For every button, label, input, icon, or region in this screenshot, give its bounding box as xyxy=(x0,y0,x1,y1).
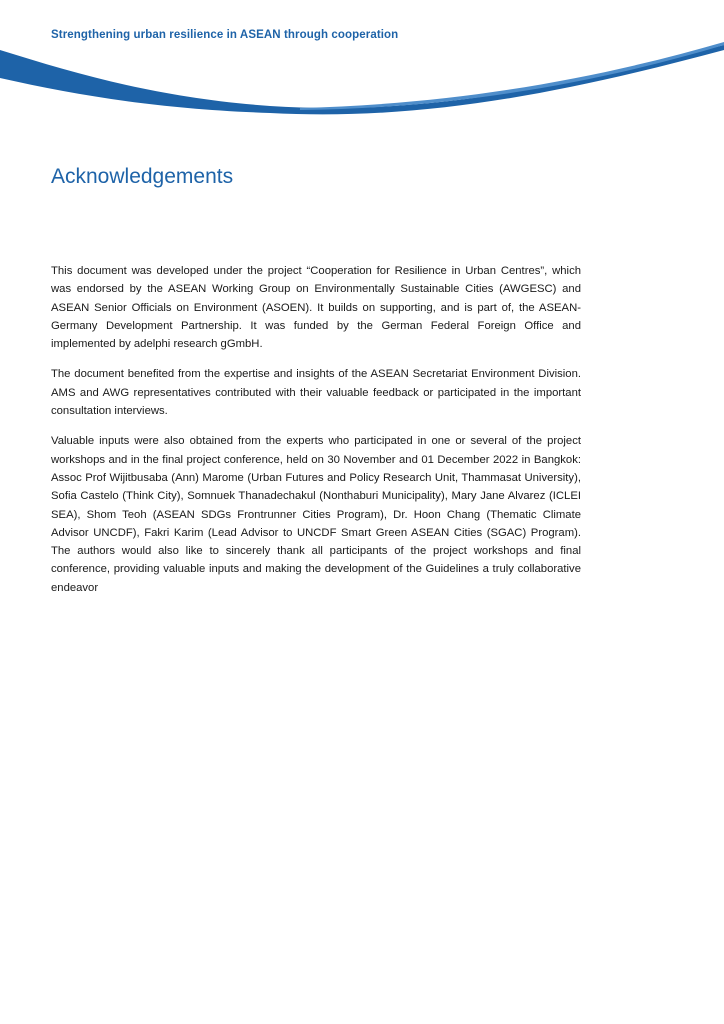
header-swoosh-decoration xyxy=(0,0,724,130)
running-header-title: Strengthening urban resilience in ASEAN through cooperation xyxy=(51,29,399,41)
swoosh-thin-line xyxy=(300,42,724,110)
paragraph-secretariat-contribution: The document benefited from the expertise and insights of the ASEAN Secretariat Environment Division. AMS and AWG representatives contributed with their valuable feedback or participated in the important consultation interviews. xyxy=(51,368,581,418)
swoosh-main-band xyxy=(0,45,724,114)
page-title: Acknowledgements xyxy=(51,165,234,188)
body-text xyxy=(51,262,581,609)
paragraph-expert-inputs: Valuable inputs were also obtained from the experts who participated in one or several of the project workshops and in the final project conference, held on 30 November and 01 December 2022 in Bangkok: Assoc Prof Wijitbusaba (Ann) Marome (Urban Futures and Policy Research Unit, Thammasat University), Sofia Castelo (Think City), Somnuek Thanadechakul (Nonthaburi Municipality), Mary Jane Alvarez (ICLEI SEA), Shom Teoh (ASEAN SDGs Frontrunner Cities Program), Dr. Hoon Chang (Thematic Climate Advisor UNCDF), Fakri Karim (Lead Advisor to UNCDF Smart Green ASEAN Cities (SGAC) Program). The authors would also like to sincerely thank all participants of the project workshops and final conference, providing valuable inputs and making the development of the Guidelines a truly collaborative endeavor xyxy=(51,435,581,594)
paragraph-project-background: This document was developed under the project “Cooperation for Resilience in Urban Centres”, which was endorsed by the ASEAN Working Group on Environmentally Sustainable Cities (AWGESC) and ASEAN Senior Officials on Environment (ASOEN). It builds on supporting, and is part of, the ASEAN-Germany Development Partnership. It was funded by the German Federal Foreign Office and implemented by adelphi research gGmbH. xyxy=(51,265,581,351)
